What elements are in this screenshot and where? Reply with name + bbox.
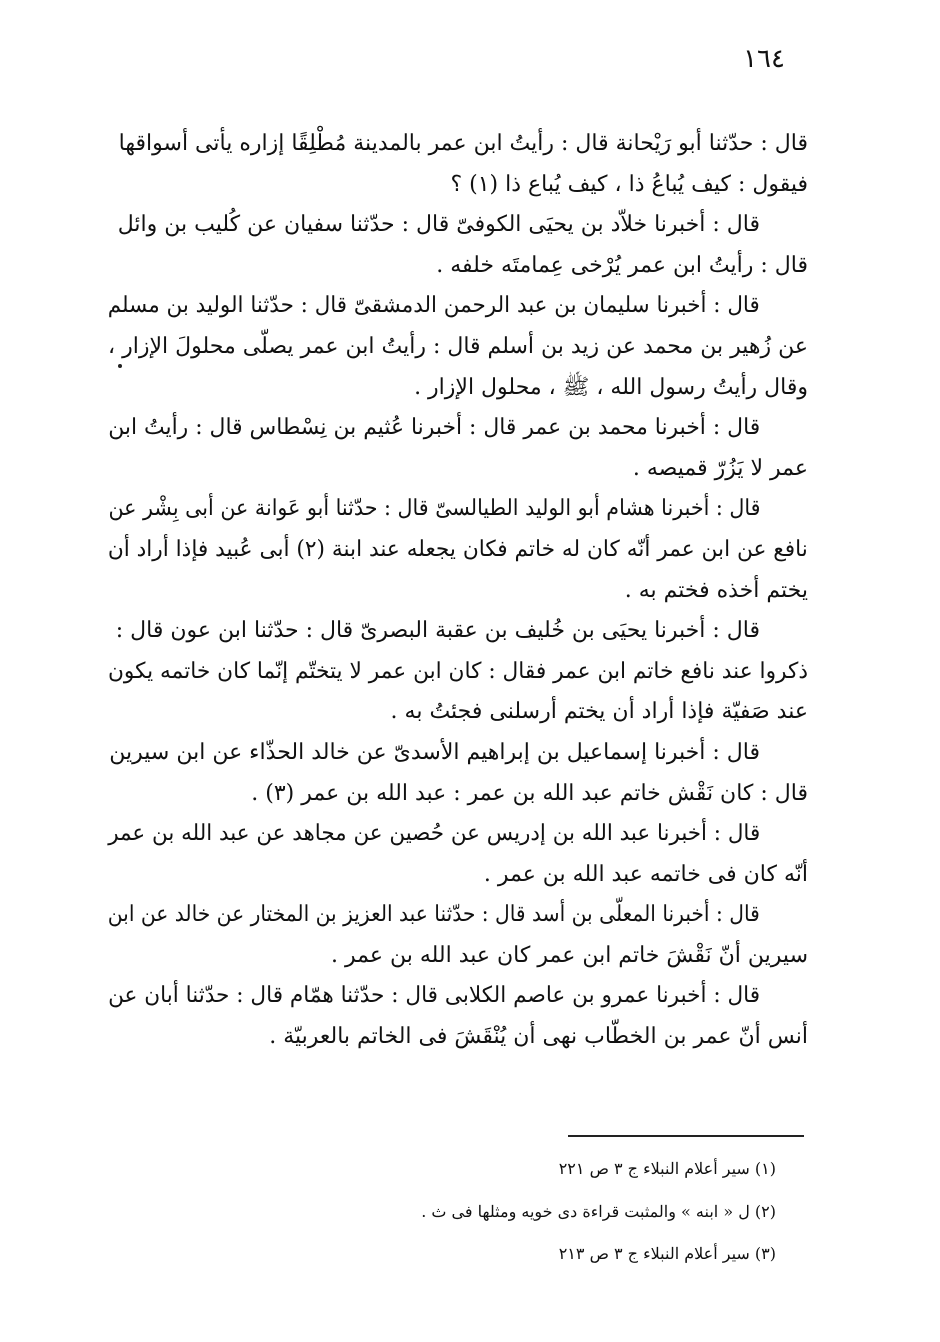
- text-line: أنس أنّ عمر بن الخطّاب نهى أن يُنْقَشَ فى الخاتم بالعربيّة .: [269, 1024, 808, 1050]
- text-line: قال : كان نَقْش خاتم عبد الله بن عمر : عبد الله بن عمر (٣) .: [251, 780, 808, 806]
- text-line: قال : أخبرنا هشام أبو الوليد الطيالسىّ قال : حدّثنا أبو عَوانة عن أبى بِشْر عن: [108, 496, 760, 522]
- text-line: قال : حدّثنا أبو رَيْحانة قال : رأيتُ ابن عمر بالمدينة مُطْلِقًا إزاره يأتى أسواقها: [118, 131, 808, 156]
- text-line: عند صَفيّة فإذا أراد أن يختم أرسلنى فجئتُ به .: [390, 699, 808, 725]
- text-line: قال : أخبرنا محمد بن عمر قال : أخبرنا عُثيم بن نِسْطاس قال : رأيتُ ابن: [108, 415, 760, 441]
- text-line: قال : أخبرنا عبد الله بن إدريس عن حُصين عن مجاهد عن عبد الله بن عمر: [108, 821, 760, 847]
- text-line: قال : أخبرنا سليمان بن عبد الرحمن الدمشقىّ قال : حدّثنا الوليد بن مسلم: [108, 293, 760, 319]
- text-line: فيقول : كيف يُباعُ ذا ، كيف يُباع ذا (١) ؟: [450, 171, 808, 197]
- footnote: (١) سير أعلام النبلاء ج ٣ ص ٢٢١: [558, 1159, 776, 1178]
- text-line: نافع عن ابن عمر أنّه كان له خاتم فكان يجعله عند ابنة (٢) أبى عُبيد فإذا أراد أن: [108, 536, 808, 562]
- page-number: ١٦٤: [743, 44, 785, 74]
- text-line: قال : أخبرنا المعلّى بن أسد قال : حدّثنا عبد العزيز بن المختار عن خالد عن ابن: [108, 902, 760, 928]
- body-text: [108, 124, 808, 1058]
- text-line: قال : أخبرنا خلاّد بن يحيَى الكوفىّ قال : حدّثنا سفيان عن كُليب بن وائل: [117, 212, 760, 238]
- footnotes: [320, 1148, 776, 1276]
- text-line: عمر لا يَزُرّ قميصه .: [632, 455, 808, 481]
- text-line: ذكروا عند نافع خاتم ابن عمر فقال : كان ابن عمر لا يتختّم إنّما كان خاتمه يكون: [108, 658, 808, 684]
- footnote-divider: [568, 1135, 804, 1137]
- text-line: قال : أخبرنا يحيَى بن خُليف بن عقبة البصرىّ قال : حدّثنا ابن عون قال :: [115, 618, 760, 644]
- text-line: أنّه كان فى خاتمه عبد الله بن عمر .: [483, 861, 808, 887]
- footnote: (٣) سير أعلام النبلاء ج ٣ ص ٢١٣: [558, 1244, 776, 1263]
- text-line: سيرين أنّ نَقْشَ خاتم ابن عمر كان عبد الله بن عمر .: [331, 942, 808, 968]
- footnote: (٢) ل « ابنه » والمثبت قراءة دى خويه ومثلها فى ث .: [421, 1201, 776, 1221]
- text-line: قال : أخبرنا عمرو بن عاصم الكلابى قال : حدّثنا همّام قال : حدّثنا أبان عن: [108, 983, 760, 1009]
- text-line: قال : رأيتُ ابن عمر يُرْخى عِمامتَه خلفه .: [436, 252, 808, 278]
- text-line: وقال رأيتُ رسول الله ، ﷺ ، محلول الإزار .: [414, 374, 808, 400]
- text-line: عن زُهير بن محمد عن زيد بن أسلم قال : رأيتُ ابن عمر يصلّى محلولَ الإزار ،: [108, 333, 808, 359]
- text-line: قال : أخبرنا إسماعيل بن إبراهيم الأسدىّ عن خالد الحذّاء عن ابن سيرين: [109, 739, 760, 765]
- text-line: يختم أخذه فختم به .: [624, 577, 808, 603]
